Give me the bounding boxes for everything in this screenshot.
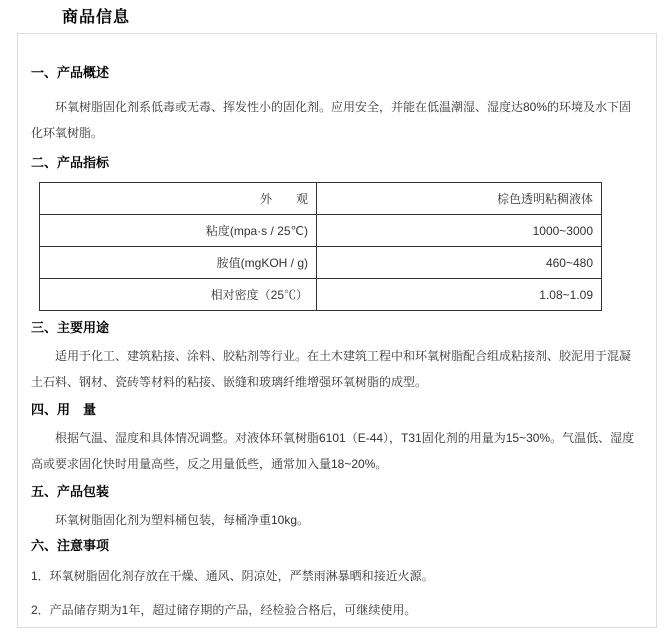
overview-paragraph: 环氧树脂固化剂系低毒或无毒、挥发性小的固化剂。应用安全，并能在低温潮湿、湿度达80%的环境及水下固化环氧树脂。 — [31, 100, 632, 140]
page-title: 商品信息 — [62, 9, 131, 26]
precaution-item: 2．产品储存期为1年，超过储存期的产品，经检验合格后，可继续使用。 — [31, 603, 417, 617]
dosage-paragraph: 根据气温、湿度和具体情况调整。对液体环氧树脂6101（E-44），T31固化剂的用量为15~30%。气温低、湿度高或要求固化快时用量高些，反之用量低些，通常加入量18~20%。 — [31, 431, 635, 471]
spec-value-cell: 460~480 — [317, 247, 602, 279]
spec-label-cell: 胺值(mgKOH / g) — [40, 247, 317, 279]
spec-value-cell: 1.08~1.09 — [317, 279, 602, 311]
product-info-panel — [17, 33, 657, 628]
table-row — [40, 215, 602, 247]
section-heading-dosage: 四、用 量 — [31, 402, 97, 417]
table-row — [40, 279, 602, 311]
spec-label-cell: 相对密度（25℃） — [40, 279, 317, 311]
section-heading-packaging: 五、产品包装 — [31, 484, 110, 499]
section-heading-precautions: 六、注意事项 — [31, 538, 110, 553]
uses-paragraph: 适用于化工、建筑粘接、涂料、胶粘剂等行业。在土木建筑工程中和环氧树脂配合组成粘接剂、胶泥用于混凝土石料、钢材、瓷砖等材料的粘接、嵌缝和玻璃纤维增强环氧树脂的成型。 — [31, 349, 632, 389]
spec-label-cell: 粘度(mpa·s / 25℃) — [40, 215, 317, 247]
spec-table — [39, 182, 602, 311]
spec-value-cell: 1000~3000 — [317, 215, 602, 247]
section-heading-uses: 三、主要用途 — [31, 320, 110, 335]
table-row — [40, 183, 602, 215]
spec-label-cell: 外 观 — [40, 183, 317, 215]
precaution-item: 1．环氧树脂固化剂存放在干燥、通风、阴凉处，严禁雨淋暴晒和接近火源。 — [31, 569, 434, 583]
section-heading-overview: 一、产品概述 — [31, 65, 110, 80]
spec-value-cell: 棕色透明粘稠液体 — [317, 183, 602, 215]
section-heading-specs: 二、产品指标 — [31, 155, 110, 170]
table-row — [40, 247, 602, 279]
packaging-paragraph: 环氧树脂固化剂为塑料桶包装，每桶净重10kg。 — [55, 513, 310, 527]
